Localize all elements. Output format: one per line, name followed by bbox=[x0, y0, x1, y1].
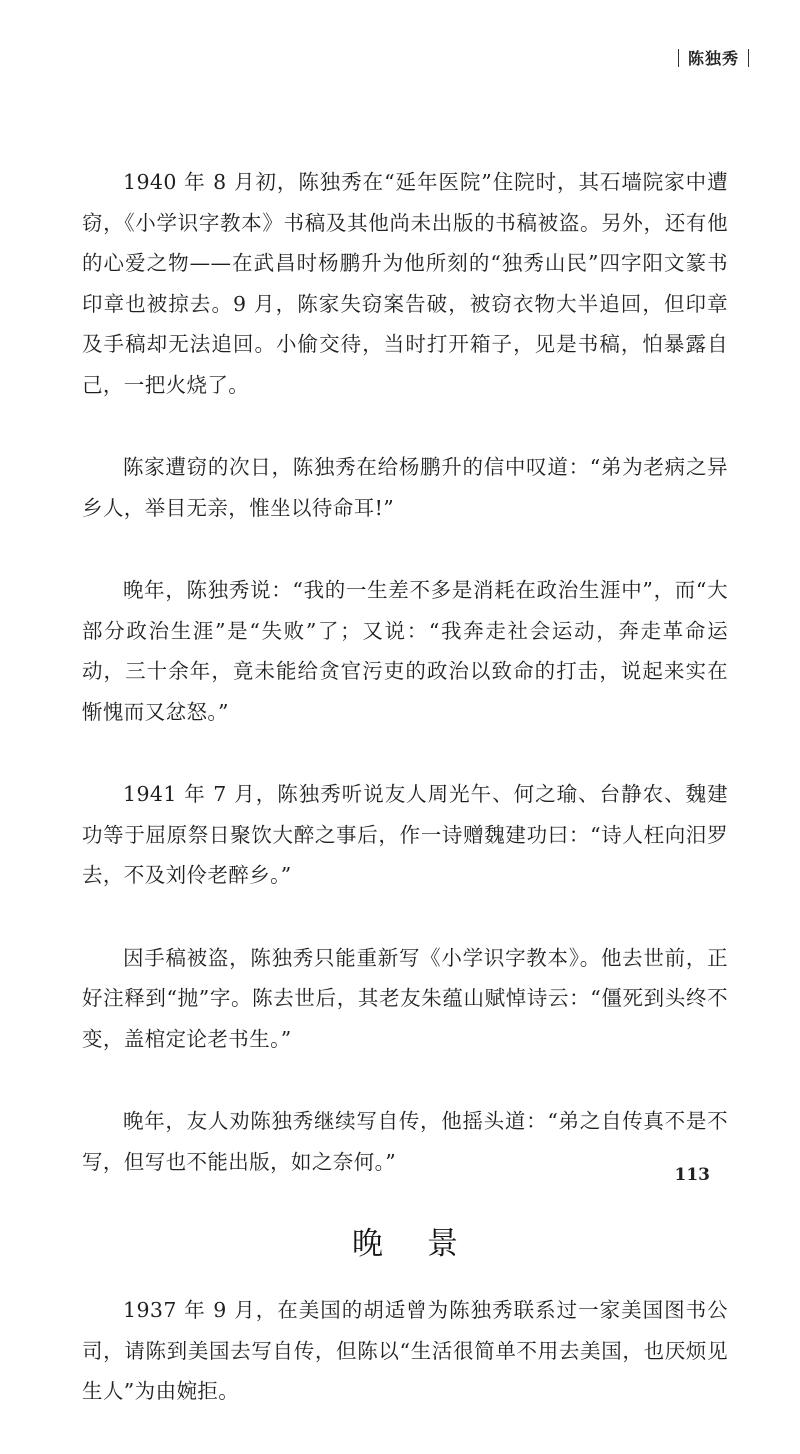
section-title: 晚景 bbox=[352, 1226, 502, 1262]
paragraph-5: 因手稿被盗，陈独秀只能重新写《小学识字教本》。他去世前，正好注释到“抛”字。陈去世后，其老友朱蕴山赋悼诗云：“僵死到头终不变，盖棺定论老书生。” bbox=[82, 945, 728, 1051]
paragraph-3: 晚年，陈独秀说：“我的一生差不多是消耗在政治生涯中”，而“大部分政治生涯”是“失败”了；又说：“我奔走社会运动，奔走革命运动，三十余年，竟未能给贪官污吏的政治以致命的打击，说起来实在惭愧而又忿怒。” bbox=[82, 578, 728, 724]
running-head bbox=[669, 46, 758, 69]
running-head-left-rule bbox=[678, 49, 679, 67]
paragraph-1: 1940 年 8 月初，陈独秀在“延年医院”住院时，其石墙院家中遭窃，《小学识字教本》书稿及其他尚未出版的书稿被盗。另外，还有他的心爱之物——在武昌时杨鹏升为他所刻的“独秀山民”四字阳文篆书印章也被掠去。9 月，陈家失窃案告破，被窃衣物大半追回，但印章及手稿却无法追回。小偷交待，当时打开箱子，见是书稿，怕暴露自己，一把火烧了。 bbox=[82, 170, 728, 397]
running-head-title: 陈独秀 bbox=[687, 49, 739, 68]
paragraph-2: 陈家遭窃的次日，陈独秀在给杨鹏升的信中叹道：“弟为老病之异乡人，举目无亲，惟坐以待命耳!” bbox=[82, 455, 728, 520]
page-body bbox=[82, 162, 728, 1454]
page-number: 113 bbox=[674, 1165, 710, 1185]
paragraph-4: 1941 年 7 月，陈独秀听说友人周光午、何之瑜、台静农、魏建功等于屈原祭日聚饮大醉之事后，作一诗赠魏建功曰：“诗人枉向汨罗去，不及刘伶老醉乡。” bbox=[82, 782, 728, 887]
paragraph-7: 1937 年 9 月，在美国的胡适曾为陈独秀联系过一家美国图书公司，请陈到美国去写自传，但陈以“生活很简单不用去美国，也厌烦见生人”为由婉拒。 bbox=[82, 1298, 728, 1403]
running-head-right-rule bbox=[748, 49, 749, 67]
paragraph-6: 晚年，友人劝陈独秀继续写自传，他摇头道：“弟之自传真不是不写，但写也不能出版，如之奈何。” bbox=[82, 1109, 728, 1174]
